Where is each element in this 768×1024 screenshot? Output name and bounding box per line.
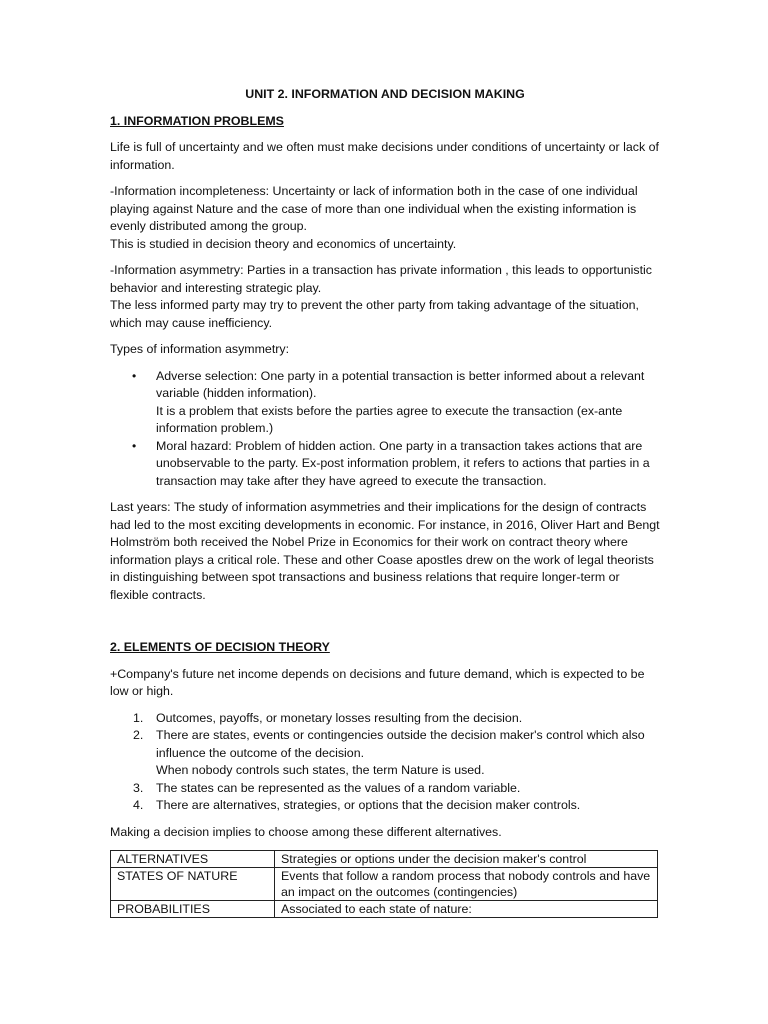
- list-number: 1.: [133, 710, 144, 725]
- last-years-paragraph: Last years: The study of information asymmetries and their implications for the design of contracts had led to the most exciting developments in economic. For instance, in 2016, Oliver Hart and Bengt Holmström both received the Nobel Prize in Economics for their work on contract theory where information plays a critical role. These and other Coase apostles drew on the work of legal theorists in distinguishing between spot transactions and business relations that require longer-term or flexible contracts.: [110, 500, 660, 602]
- table-definition-cell: Associated to each state of nature:: [275, 901, 658, 918]
- adverse-selection-definition: Adverse selection: One party in a potential transaction is better informed about a relevant variable (hidden information).: [156, 368, 645, 400]
- asymmetry-note: The less informed party may try to prevent the other party from taking advantage of the situation, which may cause inefficiency.: [110, 298, 639, 330]
- table-term-cell: STATES OF NATURE: [111, 868, 275, 901]
- section-1-intro: Life is full of uncertainty and we often must make decisions under conditions of uncertainty or lack of information.: [110, 140, 659, 172]
- section-2-intro: +Company's future net income depends on decisions and future demand, which is expected to be low or high.: [110, 666, 645, 698]
- table-row: [111, 851, 658, 868]
- document-title: UNIT 2. INFORMATION AND DECISION MAKING: [245, 87, 525, 101]
- list-number: 3.: [133, 780, 144, 795]
- section-1-heading: 1. INFORMATION PROBLEMS: [110, 113, 284, 128]
- decision-elements-table: [110, 850, 658, 918]
- incompleteness-definition: -Information incompleteness: Uncertainty or lack of information both in the case of one individual playing against Nature and the case of more than one individual when the existing information is evenly distributed among the group.: [110, 184, 638, 233]
- element-text: There are states, events or contingencies outside the decision maker's control which also influence the outcome of the decision.: [156, 728, 645, 760]
- document-page: [110, 86, 660, 918]
- list-item: [110, 368, 660, 438]
- table-row: [111, 901, 658, 918]
- bullet-icon: •: [132, 438, 137, 453]
- incompleteness-paragraph: [110, 183, 660, 253]
- table-term-cell: ALTERNATIVES: [111, 851, 275, 868]
- table-definition-cell: Strategies or options under the decision maker's control: [275, 851, 658, 868]
- list-number: 4.: [133, 798, 144, 812]
- element-text: The states can be represented as the values of a random variable.: [156, 780, 521, 795]
- list-number: 2.: [133, 728, 144, 742]
- bullet-icon: •: [132, 368, 137, 383]
- incompleteness-note: This is studied in decision theory and economics of uncertainty.: [110, 236, 457, 251]
- adverse-selection-note: It is a problem that exists before the parties agree to execute the transaction (ex-ante information problem.): [156, 403, 623, 435]
- table-term-cell: PROBABILITIES: [111, 901, 275, 918]
- making-decision-paragraph: Making a decision implies to choose among these different alternatives.: [110, 824, 502, 839]
- table-definition-cell: Events that follow a random process that nobody controls and have an impact on the outcomes (contingencies): [275, 868, 658, 901]
- element-text: There are alternatives, strategies, or options that the decision maker controls.: [156, 798, 581, 812]
- element-text: Outcomes, payoffs, or monetary losses resulting from the decision.: [156, 710, 523, 725]
- list-item: [110, 710, 660, 728]
- moral-hazard-definition: Moral hazard: Problem of hidden action. One party in a transaction takes actions that are unobservable to the party. Ex-post information problem, it refers to actions that parties in a transaction may take after they have agreed to execute the transaction.: [156, 438, 650, 488]
- list-item: [110, 438, 660, 491]
- asymmetry-types-list: [110, 368, 660, 491]
- element-note: When nobody controls such states, the term Nature is used.: [156, 763, 485, 777]
- asymmetry-definition: -Information asymmetry: Parties in a transaction has private information , this leads to opportunistic behavior and interesting strategic play.: [110, 263, 652, 295]
- asymmetry-paragraph: [110, 262, 660, 332]
- list-item: [110, 780, 660, 798]
- section-2-heading: 2. ELEMENTS OF DECISION THEORY: [110, 640, 330, 654]
- spacer: [110, 613, 660, 639]
- types-label: Types of information asymmetry:: [110, 342, 290, 356]
- table-row: [111, 868, 658, 901]
- list-item: [110, 797, 660, 815]
- list-item: [110, 727, 660, 780]
- elements-list: [110, 710, 660, 815]
